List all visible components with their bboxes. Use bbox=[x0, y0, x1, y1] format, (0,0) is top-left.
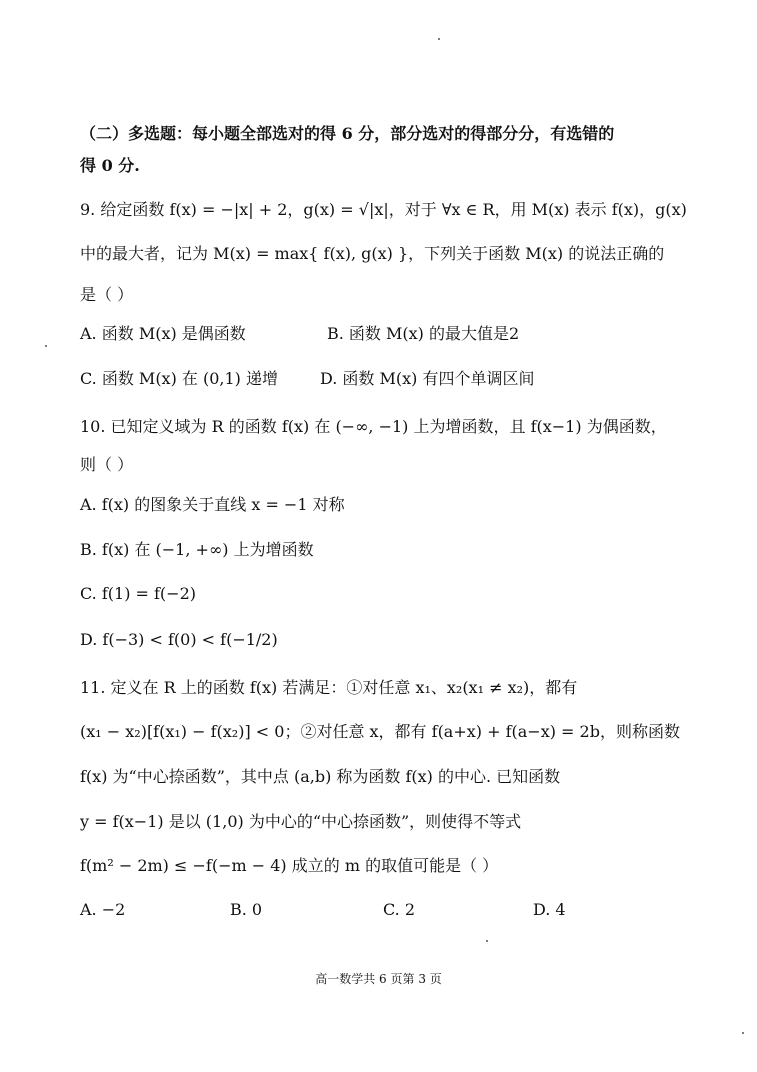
q9-line3: 是（ ） bbox=[80, 285, 134, 304]
q11-option-c: C. 2 bbox=[383, 900, 416, 919]
q10-option-b: B. f(x) 在 (−1, +∞) 上为增函数 bbox=[80, 540, 314, 559]
q11-option-d: D. 4 bbox=[533, 900, 566, 919]
q9-line1: 9. 给定函数 f(x) = −|x| + 2，g(x) = √|x|，对于 ∀x ∈ R，用 M(x) 表示 f(x)，g(x) bbox=[80, 200, 687, 219]
q10-option-a: A. f(x) 的图象关于直线 x = −1 对称 bbox=[80, 495, 345, 514]
q11-line5: f(m² − 2m) ≤ −f(−m − 4) 成立的 m 的取值可能是（ ） bbox=[80, 856, 499, 875]
q9-line2: 中的最大者，记为 M(x) = max{ f(x), g(x) }，下列关于函数 M(x) 的说法正确的 bbox=[80, 244, 665, 263]
q11-line1: 11. 定义在 R 上的函数 f(x) 若满足：①对任意 x₁、x₂(x₁ ≠ x₂)，都有 bbox=[80, 678, 578, 697]
q10-option-c: C. f(1) = f(−2) bbox=[80, 584, 196, 603]
section-header-line2: 得 0 分. bbox=[80, 156, 140, 175]
scan-speck bbox=[486, 940, 488, 942]
q11-option-a: A. −2 bbox=[80, 900, 126, 919]
q9-option-b: B. 函数 M(x) 的最大值是2 bbox=[327, 324, 520, 343]
q9-option-a: A. 函数 M(x) 是偶函数 bbox=[80, 324, 246, 343]
q11-line3: f(x) 为“中心捺函数”，其中点 (a,b) 称为函数 f(x) 的中心. 已知函数 bbox=[80, 767, 561, 786]
page-footer: 高一数学共 6 页第 3 页 bbox=[315, 972, 442, 986]
q9-option-c: C. 函数 M(x) 在 (0,1) 递增 bbox=[80, 369, 279, 388]
section-header-line1: （二）多选题：每小题全部选对的得 6 分，部分选对的得部分分，有选错的 bbox=[80, 124, 615, 143]
q9-option-d: D. 函数 M(x) 有四个单调区间 bbox=[320, 369, 535, 388]
scan-speck bbox=[438, 38, 440, 40]
q10-line1: 10. 已知定义域为 R 的函数 f(x) 在 (−∞, −1) 上为增函数，且 f(x−1) 为偶函数， bbox=[80, 417, 667, 436]
q11-option-b: B. 0 bbox=[230, 900, 263, 919]
q11-line2: (x₁ − x₂)[f(x₁) − f(x₂)] < 0；②对任意 x，都有 f(a+x) + f(a−x) = 2b，则称函数 bbox=[80, 722, 680, 741]
q10-option-d: D. f(−3) < f(0) < f(−1/2) bbox=[80, 630, 278, 649]
q10-line2: 则（ ） bbox=[80, 455, 134, 474]
scan-speck bbox=[45, 345, 47, 347]
scan-speck bbox=[742, 1032, 744, 1034]
q11-line4: y = f(x−1) 是以 (1,0) 为中心的“中心捺函数”，则使得不等式 bbox=[80, 812, 522, 831]
